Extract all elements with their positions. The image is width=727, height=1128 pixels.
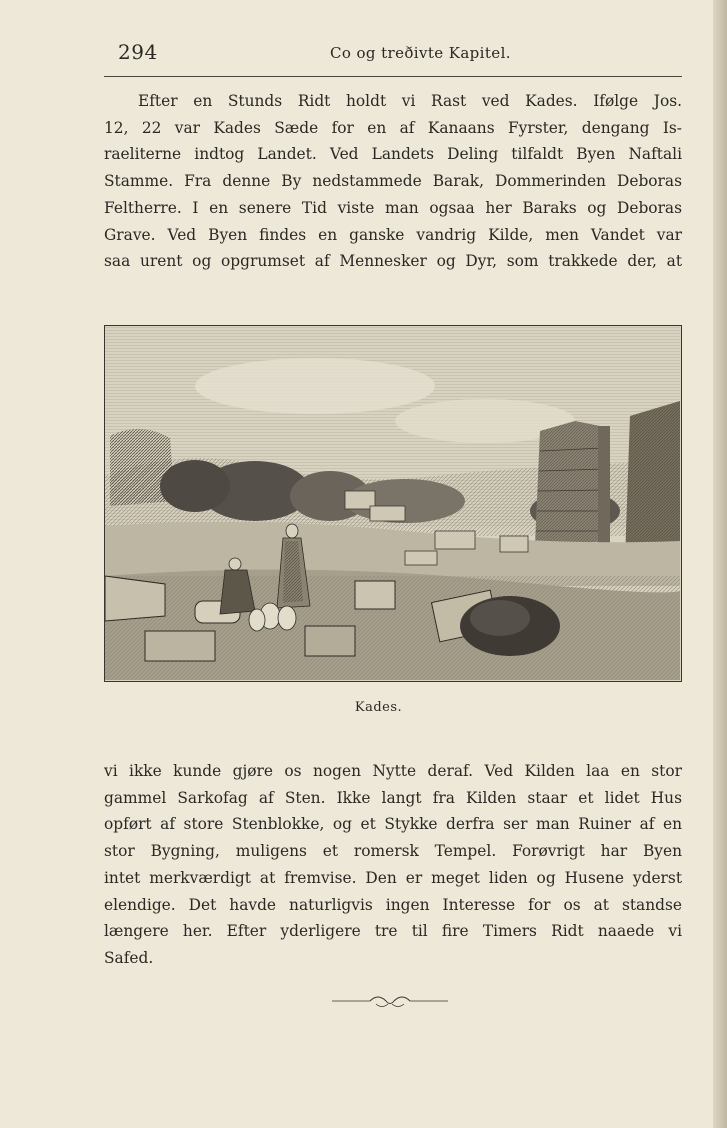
running-title: Co og treðivte Kapitel. xyxy=(330,44,511,62)
text-line: Feltherre. I en senere Tid viste man ogsaa her Baraks og Deboras xyxy=(104,198,682,217)
text-line: vi ikke kunde gjøre os nogen Nytte deraf. Ved Kilden laa en stor xyxy=(104,762,682,780)
text-line: opført af store Stenblokke, og et Stykke derfra ser man Ruiner af en xyxy=(104,815,682,834)
text-line: intet merkværdigt at fremvise. Den er meget liden og Husene yderst xyxy=(104,868,682,887)
text-line: Safed. xyxy=(104,948,154,967)
text-line: Grave. Ved Byen findes en ganske vandrig Kilde, men Vandet var xyxy=(104,225,682,244)
text-line: raeliterne indtog Landet. Ved Landets Deling tilfaldt Byen Naftali xyxy=(104,145,682,164)
engraving-illustration xyxy=(104,325,682,682)
figure-caption: Kades. xyxy=(354,700,403,715)
text-line: saa urent og opgrumset af Mennesker og Dyr, som trakkede der, at xyxy=(104,252,682,271)
text-line: Efter en Stunds Ridt holdt vi Rast ved Kades. Ifølge Jos. xyxy=(138,92,682,110)
text-line: længere her. Efter yderligere tre til fire Timers Ridt naaede vi xyxy=(104,922,682,941)
text-line: 12, 22 var Kades Sæde for en af Kanaans Fyrster, dengang Is- xyxy=(104,118,682,137)
text-line: gammel Sarkofag af Sten. Ikke langt fra Kilden staar et lidet Hus xyxy=(104,788,682,807)
page-edge-shadow xyxy=(713,0,727,1128)
paragraph-1 xyxy=(104,88,682,275)
text-line: Stamme. Fra denne By nedstammede Barak, Dommerinden Deboras xyxy=(104,172,682,191)
tailpiece-ornament xyxy=(330,990,450,1012)
page-number: 294 xyxy=(118,40,158,64)
header-rule xyxy=(104,76,682,77)
text-line: stor Bygning, muligens et romersk Tempel. Forøvrigt har Byen xyxy=(104,842,682,861)
ruins-engraving xyxy=(105,326,680,680)
text-line: elendige. Det havde naturligvis ingen Interesse for os at standse xyxy=(104,895,682,914)
paragraph-2 xyxy=(104,758,682,972)
